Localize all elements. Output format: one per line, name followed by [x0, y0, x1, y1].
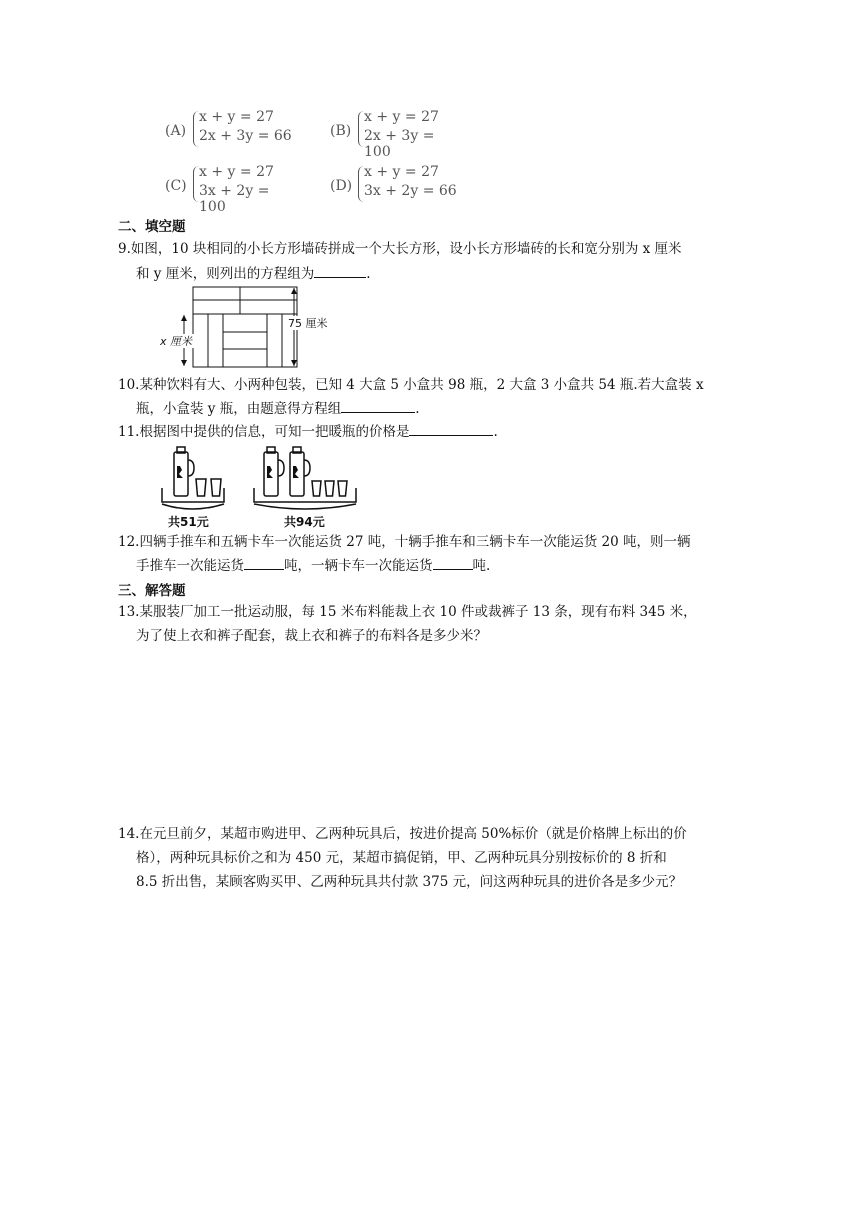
- q10-line-1: 10.某种饮料有大、小两种包装，已知 4 大盒 5 小盒共 98 瓶，2 大盒 3 小盒共 54 瓶.若大盒装 x: [118, 377, 704, 393]
- option-b: [330, 109, 460, 160]
- option-equation-2: 3x + 2y = 66: [364, 183, 457, 199]
- q12-line-1: 12.四辆手推车和五辆卡车一次能运货 27 吨，十辆手推车和三辆卡车一次能运货 20 吨，则一辆: [118, 534, 691, 550]
- bracket-icon: [254, 488, 356, 502]
- thermos-icon: [264, 452, 278, 496]
- q9-text: 和 y 厘米，则列出的方程组为: [136, 266, 315, 282]
- option-label: (C): [165, 178, 187, 194]
- option-label: (A): [165, 123, 187, 139]
- answer-blank: [314, 263, 366, 278]
- large-rectangle: [193, 287, 297, 367]
- answer-blank: [409, 421, 493, 436]
- option-a: [165, 111, 295, 151]
- cup-icon: [196, 479, 206, 496]
- q12-text-a: 手推车一次能运货: [136, 558, 244, 574]
- thermos-handle-icon: [304, 460, 310, 476]
- arrowhead-icon: [181, 315, 187, 321]
- answer-blank: [341, 398, 415, 413]
- section-heading-answer: 三、解答题: [118, 583, 186, 599]
- arrowhead-icon: [291, 360, 297, 366]
- x-length-label: x 厘米: [160, 335, 193, 348]
- q12-line-2: [136, 555, 490, 577]
- option-equation-1: x + y = 27: [364, 164, 439, 180]
- q9-line-2: [136, 263, 371, 285]
- q14-line-2: 格），两种玩具标价之和为 450 元，某超市搞促销，甲、乙两种玩具分别按标价的 8 折和: [136, 850, 667, 866]
- thermos-pattern-icon: [177, 466, 183, 478]
- option-d: [330, 166, 460, 206]
- thermos-handle-icon: [188, 460, 194, 476]
- option-equation-1: x + y = 27: [364, 109, 439, 125]
- q12-text-b: 吨，一辆卡车一次能运货: [284, 558, 433, 574]
- option-equation-1: x + y = 27: [199, 164, 274, 180]
- option-equation-1: x + y = 27: [199, 109, 274, 125]
- arrowhead-icon: [291, 288, 297, 294]
- q14-line-3: 8.5 折出售，某顾客购买甲、乙两种玩具共付款 375 元，问这两种玩具的进价各是多少元？: [136, 874, 683, 890]
- brace-icon: [162, 504, 224, 509]
- q10-line-2: [136, 398, 420, 420]
- total-price-1: 共51元: [168, 515, 209, 529]
- option-label: (B): [330, 123, 352, 139]
- thermos-cups-figure: [160, 444, 360, 530]
- thermos-icon: [174, 452, 188, 496]
- q9-line-1: 9.如图，10 块相同的小长方形墙砖拼成一个大长方形，设小长方形墙砖的长和宽分别为 x 厘米: [118, 241, 682, 257]
- bracket-icon: [162, 488, 224, 502]
- cup-icon: [338, 481, 347, 496]
- q12-text-c: 吨.: [472, 558, 491, 574]
- brick-rectangle-figure: [160, 284, 330, 370]
- q11-text: 11.根据图中提供的信息，可知一把暖瓶的价格是: [118, 424, 410, 440]
- cup-icon: [325, 481, 334, 496]
- q14-line-1: 14.在元旦前夕，某超市购进甲、乙两种玩具后，按进价提高 50%标价（就是价格牌上标出的价: [118, 826, 687, 842]
- option-c: [165, 164, 295, 215]
- thermos-pattern-icon: [293, 466, 299, 478]
- option-equation-2: 3x + 2y = 100: [199, 183, 270, 215]
- q9-end: .: [366, 266, 371, 282]
- thermos-icon: [290, 452, 304, 496]
- q13-line-2: 为了使上衣和裤子配套，裁上衣和裤子的布料各是多少米？: [136, 628, 487, 644]
- q11-line-1: [118, 421, 498, 443]
- cup-icon: [312, 481, 321, 496]
- q10-end: .: [415, 401, 420, 417]
- total-price-2: 共94元: [284, 515, 325, 529]
- option-label: (D): [330, 178, 353, 194]
- thermos-pattern-icon: [267, 466, 273, 478]
- q11-end: .: [493, 424, 498, 440]
- q13-line-1: 13.某服装厂加工一批运动服，每 15 米布料能裁上衣 10 件或裁裤子 13 条，现有布料 345 米，: [118, 604, 697, 620]
- answer-blank: [244, 555, 284, 570]
- q10-text: 瓶，小盒装 y 瓶，由题意得方程组: [136, 401, 342, 417]
- option-equation-2: 2x + 3y = 66: [199, 128, 292, 144]
- arrowhead-icon: [181, 360, 187, 366]
- option-equation-2: 2x + 3y = 100: [364, 128, 435, 160]
- cup-icon: [211, 479, 221, 496]
- height-label: 75 厘米: [288, 317, 328, 330]
- section-heading-fill-blank: 二、填空题: [118, 219, 186, 235]
- answer-blank: [433, 555, 473, 570]
- thermos-handle-icon: [278, 460, 284, 476]
- brace-icon: [254, 504, 356, 509]
